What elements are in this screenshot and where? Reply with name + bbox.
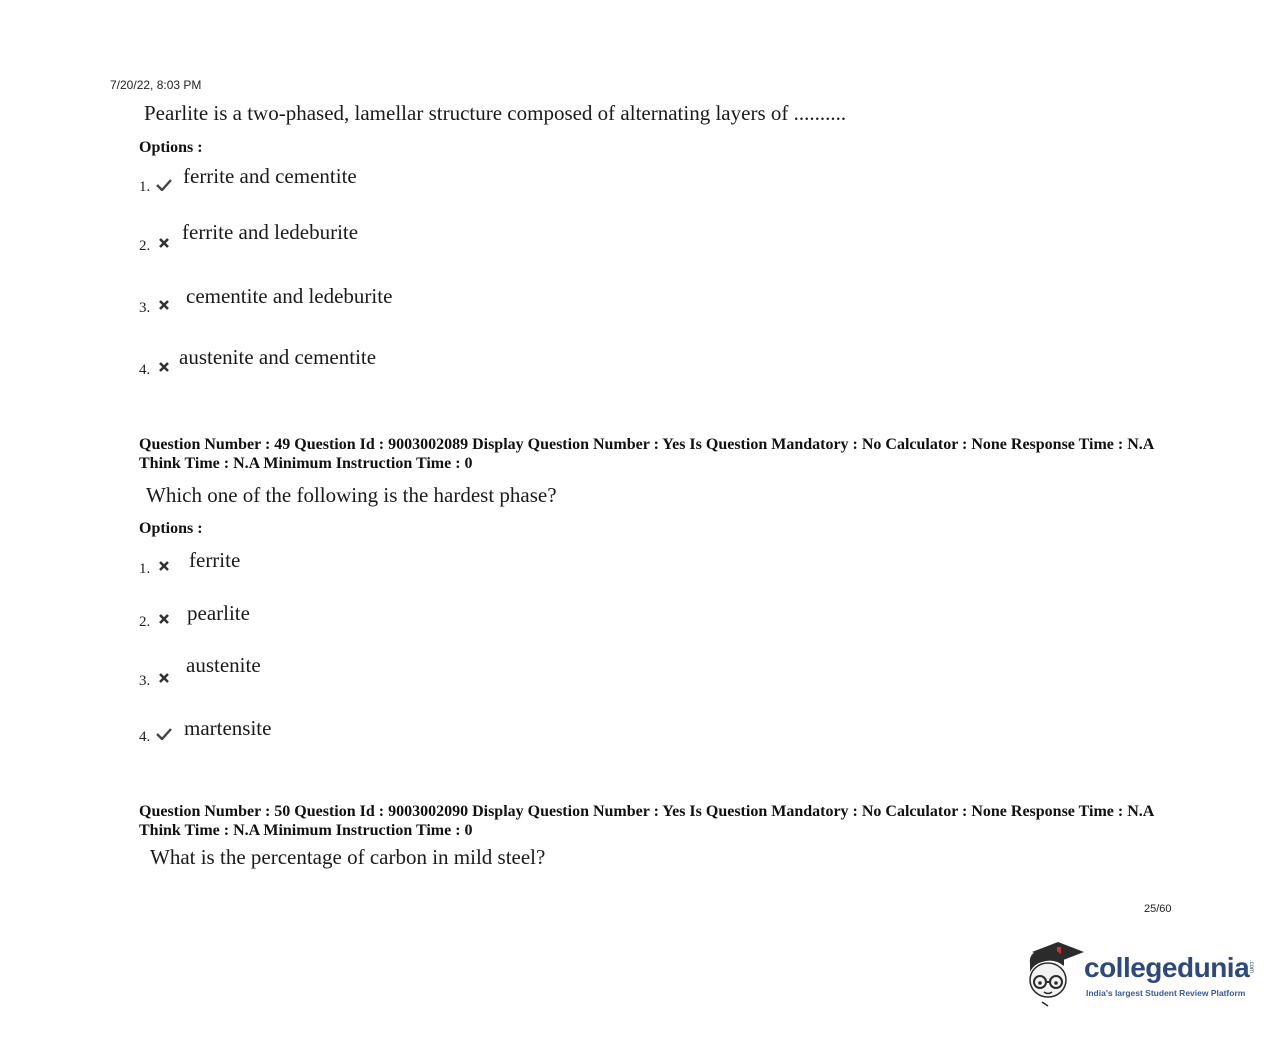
cross-mark-icon xyxy=(158,560,170,572)
option-number: 3. xyxy=(139,673,151,689)
option-text: martensite xyxy=(184,716,272,740)
cross-mark-icon xyxy=(158,613,170,625)
logo-tagline: India's largest Student Review Platform xyxy=(1086,988,1246,998)
cross-mark-icon xyxy=(158,237,170,249)
cross-mark-icon xyxy=(158,672,170,684)
option-text: ferrite xyxy=(189,548,241,572)
check-mark-icon xyxy=(156,728,172,740)
collegedunia-logo xyxy=(1024,938,1254,1008)
cross-mark-icon xyxy=(158,361,170,373)
question-48-text: Pearlite is a two-phased, lamellar structure composed of alternating layers of .......... xyxy=(144,101,847,125)
timestamp: 7/20/22, 8:03 PM xyxy=(110,78,202,92)
question-50-meta: Question Number : 50 Question Id : 9003002090 Display Question Number : Yes Is Question Mandatory : No Calculator : None Response Time : N.A Think Time : N.A Minimum Instruction Time : 0 xyxy=(139,803,1154,839)
page-number: 25/60 xyxy=(1144,903,1172,915)
option-text: ferrite and cementite xyxy=(183,164,357,188)
question-49-meta: Question Number : 49 Question Id : 9003002089 Display Question Number : Yes Is Question Mandatory : No Calculator : None Response Time : N.A Think Time : N.A Minimum Instruction Time : 0 xyxy=(139,436,1154,472)
mascot-icon xyxy=(1024,938,1086,1008)
option-number: 2. xyxy=(139,238,151,254)
option-number: 1. xyxy=(139,179,151,195)
cross-mark-icon xyxy=(158,299,170,311)
option-number: 2. xyxy=(139,614,151,630)
logo-wordmark: collegedunia xyxy=(1084,952,1250,983)
check-mark-icon xyxy=(156,179,172,191)
option-number: 1. xyxy=(139,561,151,577)
option-number: 3. xyxy=(139,300,151,316)
option-number: 4. xyxy=(139,729,151,745)
q48-options-label: Options : xyxy=(139,139,203,156)
logo-suffix: .com xyxy=(1248,960,1254,974)
option-text: ferrite and ledeburite xyxy=(182,220,359,244)
option-text: cementite and ledeburite xyxy=(186,284,393,308)
question-49-text: Which one of the following is the hardest phase? xyxy=(146,483,557,507)
q49-options-label: Options : xyxy=(139,520,203,537)
option-text: austenite xyxy=(186,653,261,677)
option-text: austenite and cementite xyxy=(179,345,377,369)
question-50-text: What is the percentage of carbon in mild steel? xyxy=(150,845,546,869)
option-number: 4. xyxy=(139,362,151,378)
option-text: pearlite xyxy=(187,601,250,625)
